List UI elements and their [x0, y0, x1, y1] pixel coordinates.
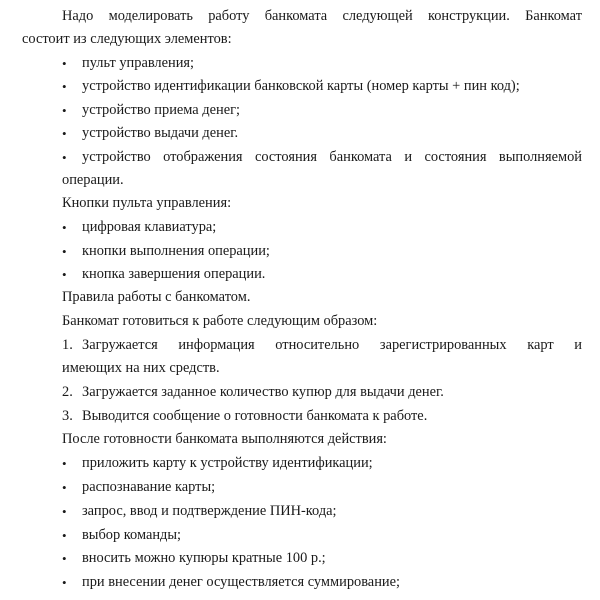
list-item: [62, 547, 582, 571]
list-item-text: при внесении денег осуществляется суммирование;: [82, 574, 400, 590]
bullet-icon: [62, 524, 82, 548]
step-number: 3.: [62, 408, 73, 424]
prepare-heading-text: Банкомат готовиться к работе следующим образом:: [62, 313, 378, 329]
list-item: [62, 216, 582, 240]
list-item-text: устройство приема денег;: [82, 102, 240, 118]
bullet-icon: [62, 500, 82, 524]
list-item-text-cont: операции.: [62, 172, 124, 188]
intro-text-1: Надо моделировать работу банкомата следующей конструкции. Банкомат: [62, 8, 582, 24]
list-item: [62, 571, 582, 595]
list-item-text: приложить карту к устройству идентификации;: [82, 455, 373, 471]
list-item-text: кнопка завершения операции.: [82, 266, 266, 282]
intro-text-2: состоит из следующих элементов:: [22, 31, 232, 47]
bullet-icon: [62, 216, 82, 240]
list-item-text: устройство идентификации банковской карты (номер карты + пин код);: [82, 78, 520, 94]
buttons-heading: [62, 192, 582, 215]
list-item: [62, 452, 582, 476]
list-item-text: запрос, ввод и подтверждение ПИН-кода;: [82, 503, 337, 519]
list-item: [62, 240, 582, 264]
bullet-icon: [62, 146, 82, 170]
list-item-text: распознавание карты;: [82, 479, 216, 495]
list-item: [62, 263, 582, 287]
list-item-text: вносить можно купюры кратные 100 р.;: [82, 550, 326, 566]
list-item-text: пульт управления;: [82, 55, 195, 71]
after-heading-text: После готовности банкомата выполняются действия:: [62, 431, 387, 447]
bullet-icon: [62, 122, 82, 146]
list-item-text: кнопки выполнения операции;: [82, 243, 270, 259]
list-item: [62, 75, 582, 99]
numbered-item: [62, 381, 582, 404]
list-item-text: устройство выдачи денег.: [82, 125, 239, 141]
bullet-icon: [62, 240, 82, 264]
bullet-icon: [62, 452, 82, 476]
buttons-heading-text: Кнопки пульта управления:: [62, 195, 232, 211]
prepare-heading: [62, 310, 582, 333]
bullet-icon: [62, 476, 82, 500]
list-item: [62, 524, 582, 548]
after-heading: [62, 428, 582, 451]
step-text: Загружается заданное количество купюр для выдачи денег.: [82, 384, 444, 400]
list-item: [62, 52, 582, 76]
step-text: Выводится сообщение о готовности банкомата к работе.: [82, 408, 428, 424]
rules-heading: [62, 286, 582, 309]
intro-line-1: [62, 5, 582, 28]
rules-heading-text: Правила работы с банкоматом.: [62, 289, 251, 305]
bullet-icon: [62, 75, 82, 99]
bullet-icon: [62, 571, 82, 595]
bullet-icon: [62, 263, 82, 287]
intro-line-2: [22, 28, 582, 51]
step-number: 2.: [62, 384, 73, 400]
list-item: [62, 146, 582, 170]
list-item-text: цифровая клавиатура;: [82, 219, 217, 235]
numbered-item-continuation: [62, 357, 582, 380]
bullet-icon: [62, 99, 82, 123]
step-text: Загружается информация относительно зарегистрированных карт и: [82, 337, 582, 353]
list-item: [62, 500, 582, 524]
numbered-item: [62, 405, 582, 428]
list-item: [62, 476, 582, 500]
list-item-text: устройство отображения состояния банкомата и состояния выполняемой: [82, 149, 582, 165]
bullet-icon: [62, 52, 82, 76]
step-number: 1.: [62, 337, 73, 353]
list-item: [62, 122, 582, 146]
list-item: [62, 99, 582, 123]
list-item-continuation: [62, 169, 582, 192]
numbered-item: [62, 334, 582, 357]
bullet-icon: [62, 547, 82, 571]
step-text-cont: имеющих на них средств.: [62, 360, 220, 376]
list-item-text: выбор команды;: [82, 527, 182, 543]
